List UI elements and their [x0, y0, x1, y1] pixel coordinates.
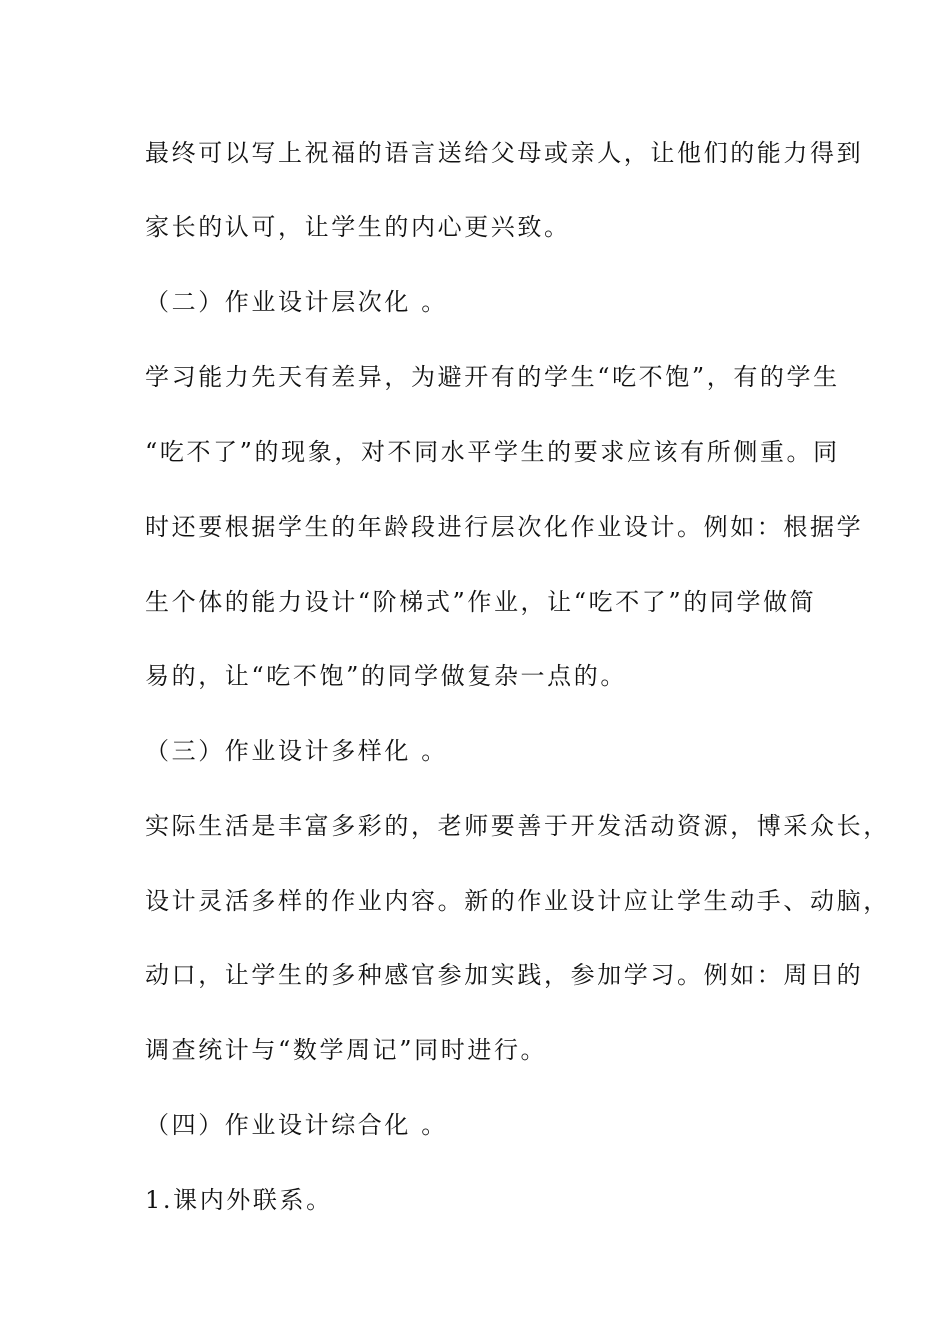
paragraph-line-11: 调查统计与“数学周记”同时进行。: [145, 1036, 548, 1064]
paragraph-line-3: 学习能力先天有差异，为避开有的学生“吃不饱”，有的学生: [145, 363, 840, 391]
section-heading-2: （二）作业设计层次化 。: [145, 288, 448, 316]
paragraph-line-6: 生个体的能力设计“阶梯式”作业，让“吃不了”的同学做简: [145, 588, 817, 616]
section-heading-3: （三）作业设计多样化 。: [145, 737, 448, 765]
paragraph-line-8: 实际生活是丰富多彩的，老师要善于开发活动资源，博采众长，: [145, 812, 890, 840]
section-heading-4: （四）作业设计综合化 。: [145, 1111, 448, 1139]
paragraph-line-2: 家长的认可，让学生的内心更兴致。: [145, 213, 571, 241]
paragraph-line-5: 时还要根据学生的年龄段进行层次化作业设计。例如：根据学: [145, 513, 864, 541]
paragraph-line-7: 易的，让“吃不饱”的同学做复杂一点的。: [145, 662, 627, 690]
paragraph-line-10: 动口，让学生的多种感官参加实践，参加学习。例如：周日的: [145, 961, 864, 989]
paragraph-line-4: “吃不了”的现象，对不同水平学生的要求应该有所侧重。同: [145, 438, 840, 466]
paragraph-line-9: 设计灵活多样的作业内容。新的作业设计应让学生动手、动脑，: [145, 887, 890, 915]
list-item-1: 1.课内外联系。: [145, 1186, 333, 1214]
paragraph-line-1: 最终可以写上祝福的语言送给父母或亲人，让他们的能力得到: [145, 139, 864, 167]
